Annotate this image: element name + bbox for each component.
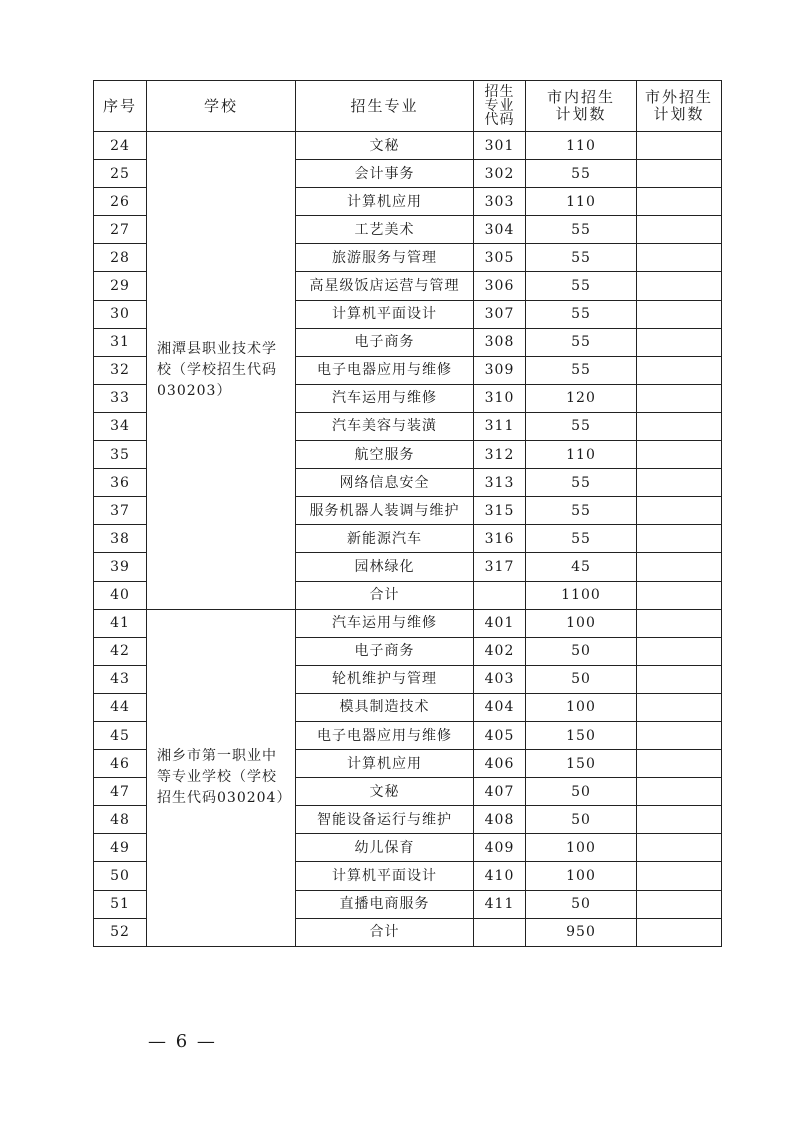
- inner-plan-cell: 55: [526, 160, 637, 188]
- inner-plan-cell: 100: [526, 693, 637, 721]
- major-cell: 合计: [296, 581, 474, 609]
- code-cell: 310: [474, 384, 526, 412]
- seq-cell: 27: [94, 216, 147, 244]
- major-cell: 文秘: [296, 132, 474, 160]
- seq-cell: 37: [94, 497, 147, 525]
- seq-cell: 40: [94, 581, 147, 609]
- outer-plan-cell: [637, 834, 722, 862]
- outer-plan-cell: [637, 806, 722, 834]
- major-cell: 旅游服务与管理: [296, 244, 474, 272]
- major-cell: 模具制造技术: [296, 693, 474, 721]
- major-cell: 工艺美术: [296, 216, 474, 244]
- major-cell: 计算机平面设计: [296, 300, 474, 328]
- major-cell: 计算机平面设计: [296, 862, 474, 890]
- code-cell: 403: [474, 665, 526, 693]
- inner-plan-cell: 55: [526, 244, 637, 272]
- seq-cell: 49: [94, 834, 147, 862]
- major-cell: 航空服务: [296, 441, 474, 469]
- outer-plan-cell: [637, 412, 722, 440]
- table-body: [94, 132, 722, 947]
- code-cell: 315: [474, 497, 526, 525]
- seq-cell: 30: [94, 300, 147, 328]
- outer-plan-cell: [637, 356, 722, 384]
- code-cell: 407: [474, 778, 526, 806]
- seq-cell: 25: [94, 160, 147, 188]
- code-cell: 406: [474, 750, 526, 778]
- seq-cell: 36: [94, 469, 147, 497]
- seq-cell: 52: [94, 918, 147, 946]
- table-row: [94, 609, 722, 637]
- outer-plan-cell: [637, 469, 722, 497]
- outer-plan-cell: [637, 300, 722, 328]
- code-cell: 317: [474, 553, 526, 581]
- outer-plan-cell: [637, 890, 722, 918]
- page-number: — 6 —: [148, 1031, 217, 1052]
- inner-plan-cell: 950: [526, 918, 637, 946]
- inner-plan-cell: 55: [526, 469, 637, 497]
- header-code: 招生 专业 代码: [474, 81, 526, 132]
- seq-cell: 38: [94, 525, 147, 553]
- header-row: [94, 81, 722, 132]
- major-cell: 电子商务: [296, 637, 474, 665]
- major-cell: 电子商务: [296, 328, 474, 356]
- major-cell: 电子电器应用与维修: [296, 721, 474, 749]
- outer-plan-cell: [637, 778, 722, 806]
- seq-cell: 29: [94, 272, 147, 300]
- seq-cell: 51: [94, 890, 147, 918]
- code-cell: 408: [474, 806, 526, 834]
- major-cell: 合计: [296, 918, 474, 946]
- inner-plan-cell: 55: [526, 216, 637, 244]
- inner-plan-cell: 110: [526, 441, 637, 469]
- outer-plan-cell: [637, 581, 722, 609]
- inner-plan-cell: 55: [526, 356, 637, 384]
- major-cell: 服务机器人装调与维护: [296, 497, 474, 525]
- outer-plan-cell: [637, 132, 722, 160]
- seq-cell: 24: [94, 132, 147, 160]
- header-outer-plan: 市外招生 计划数: [637, 81, 722, 132]
- code-cell: 401: [474, 609, 526, 637]
- outer-plan-cell: [637, 244, 722, 272]
- code-cell: 410: [474, 862, 526, 890]
- inner-plan-cell: 100: [526, 834, 637, 862]
- table-row: [94, 132, 722, 160]
- code-cell: 411: [474, 890, 526, 918]
- outer-plan-cell: [637, 637, 722, 665]
- outer-plan-cell: [637, 553, 722, 581]
- inner-plan-cell: 50: [526, 778, 637, 806]
- major-cell: 计算机应用: [296, 750, 474, 778]
- seq-cell: 41: [94, 609, 147, 637]
- code-cell: 404: [474, 693, 526, 721]
- inner-plan-cell: 50: [526, 890, 637, 918]
- code-cell: 302: [474, 160, 526, 188]
- inner-plan-cell: 55: [526, 497, 637, 525]
- inner-plan-cell: 150: [526, 721, 637, 749]
- seq-cell: 50: [94, 862, 147, 890]
- school-cell: 湘乡市第一职业中等专业学校（学校招生代码030204）: [147, 609, 296, 946]
- outer-plan-cell: [637, 750, 722, 778]
- outer-plan-cell: [637, 188, 722, 216]
- outer-plan-cell: [637, 497, 722, 525]
- seq-cell: 44: [94, 693, 147, 721]
- inner-plan-cell: 50: [526, 806, 637, 834]
- major-cell: 汽车美容与装潢: [296, 412, 474, 440]
- inner-plan-cell: 100: [526, 862, 637, 890]
- inner-plan-cell: 55: [526, 412, 637, 440]
- inner-plan-cell: 150: [526, 750, 637, 778]
- inner-plan-cell: 110: [526, 188, 637, 216]
- seq-cell: 46: [94, 750, 147, 778]
- major-cell: 计算机应用: [296, 188, 474, 216]
- inner-plan-cell: 1100: [526, 581, 637, 609]
- major-cell: 新能源汽车: [296, 525, 474, 553]
- outer-plan-cell: [637, 384, 722, 412]
- seq-cell: 42: [94, 637, 147, 665]
- header-inner-plan: 市内招生 计划数: [526, 81, 637, 132]
- seq-cell: 34: [94, 412, 147, 440]
- outer-plan-cell: [637, 272, 722, 300]
- outer-plan-cell: [637, 525, 722, 553]
- enrollment-plan-table: [93, 80, 722, 947]
- header-seq: 序号: [94, 81, 147, 132]
- code-cell: 304: [474, 216, 526, 244]
- outer-plan-cell: [637, 665, 722, 693]
- code-cell: 309: [474, 356, 526, 384]
- inner-plan-cell: 55: [526, 525, 637, 553]
- major-cell: 高星级饭店运营与管理: [296, 272, 474, 300]
- code-cell: 409: [474, 834, 526, 862]
- code-cell: 311: [474, 412, 526, 440]
- seq-cell: 45: [94, 721, 147, 749]
- major-cell: 会计事务: [296, 160, 474, 188]
- seq-cell: 33: [94, 384, 147, 412]
- seq-cell: 48: [94, 806, 147, 834]
- seq-cell: 26: [94, 188, 147, 216]
- inner-plan-cell: 45: [526, 553, 637, 581]
- seq-cell: 35: [94, 441, 147, 469]
- code-cell: [474, 581, 526, 609]
- inner-plan-cell: 55: [526, 328, 637, 356]
- outer-plan-cell: [637, 918, 722, 946]
- major-cell: 幼儿保育: [296, 834, 474, 862]
- inner-plan-cell: 50: [526, 637, 637, 665]
- outer-plan-cell: [637, 441, 722, 469]
- inner-plan-cell: 120: [526, 384, 637, 412]
- seq-cell: 39: [94, 553, 147, 581]
- header-school: 学校: [147, 81, 296, 132]
- code-cell: 303: [474, 188, 526, 216]
- outer-plan-cell: [637, 721, 722, 749]
- outer-plan-cell: [637, 693, 722, 721]
- code-cell: 305: [474, 244, 526, 272]
- inner-plan-cell: 110: [526, 132, 637, 160]
- code-cell: 301: [474, 132, 526, 160]
- code-cell: 306: [474, 272, 526, 300]
- school-cell: 湘潭县职业技术学校（学校招生代码030203）: [147, 132, 296, 610]
- major-cell: 汽车运用与维修: [296, 384, 474, 412]
- major-cell: 直播电商服务: [296, 890, 474, 918]
- code-cell: 308: [474, 328, 526, 356]
- code-cell: 316: [474, 525, 526, 553]
- seq-cell: 28: [94, 244, 147, 272]
- seq-cell: 47: [94, 778, 147, 806]
- outer-plan-cell: [637, 216, 722, 244]
- major-cell: 园林绿化: [296, 553, 474, 581]
- seq-cell: 31: [94, 328, 147, 356]
- code-cell: 402: [474, 637, 526, 665]
- seq-cell: 32: [94, 356, 147, 384]
- outer-plan-cell: [637, 328, 722, 356]
- outer-plan-cell: [637, 160, 722, 188]
- inner-plan-cell: 100: [526, 609, 637, 637]
- seq-cell: 43: [94, 665, 147, 693]
- major-cell: 文秘: [296, 778, 474, 806]
- code-cell: 307: [474, 300, 526, 328]
- major-cell: 网络信息安全: [296, 469, 474, 497]
- major-cell: 智能设备运行与维护: [296, 806, 474, 834]
- outer-plan-cell: [637, 862, 722, 890]
- code-cell: [474, 918, 526, 946]
- major-cell: 电子电器应用与维修: [296, 356, 474, 384]
- outer-plan-cell: [637, 609, 722, 637]
- code-cell: 313: [474, 469, 526, 497]
- header-major: 招生专业: [296, 81, 474, 132]
- code-cell: 405: [474, 721, 526, 749]
- major-cell: 汽车运用与维修: [296, 609, 474, 637]
- inner-plan-cell: 55: [526, 272, 637, 300]
- code-cell: 312: [474, 441, 526, 469]
- major-cell: 轮机维护与管理: [296, 665, 474, 693]
- inner-plan-cell: 55: [526, 300, 637, 328]
- inner-plan-cell: 50: [526, 665, 637, 693]
